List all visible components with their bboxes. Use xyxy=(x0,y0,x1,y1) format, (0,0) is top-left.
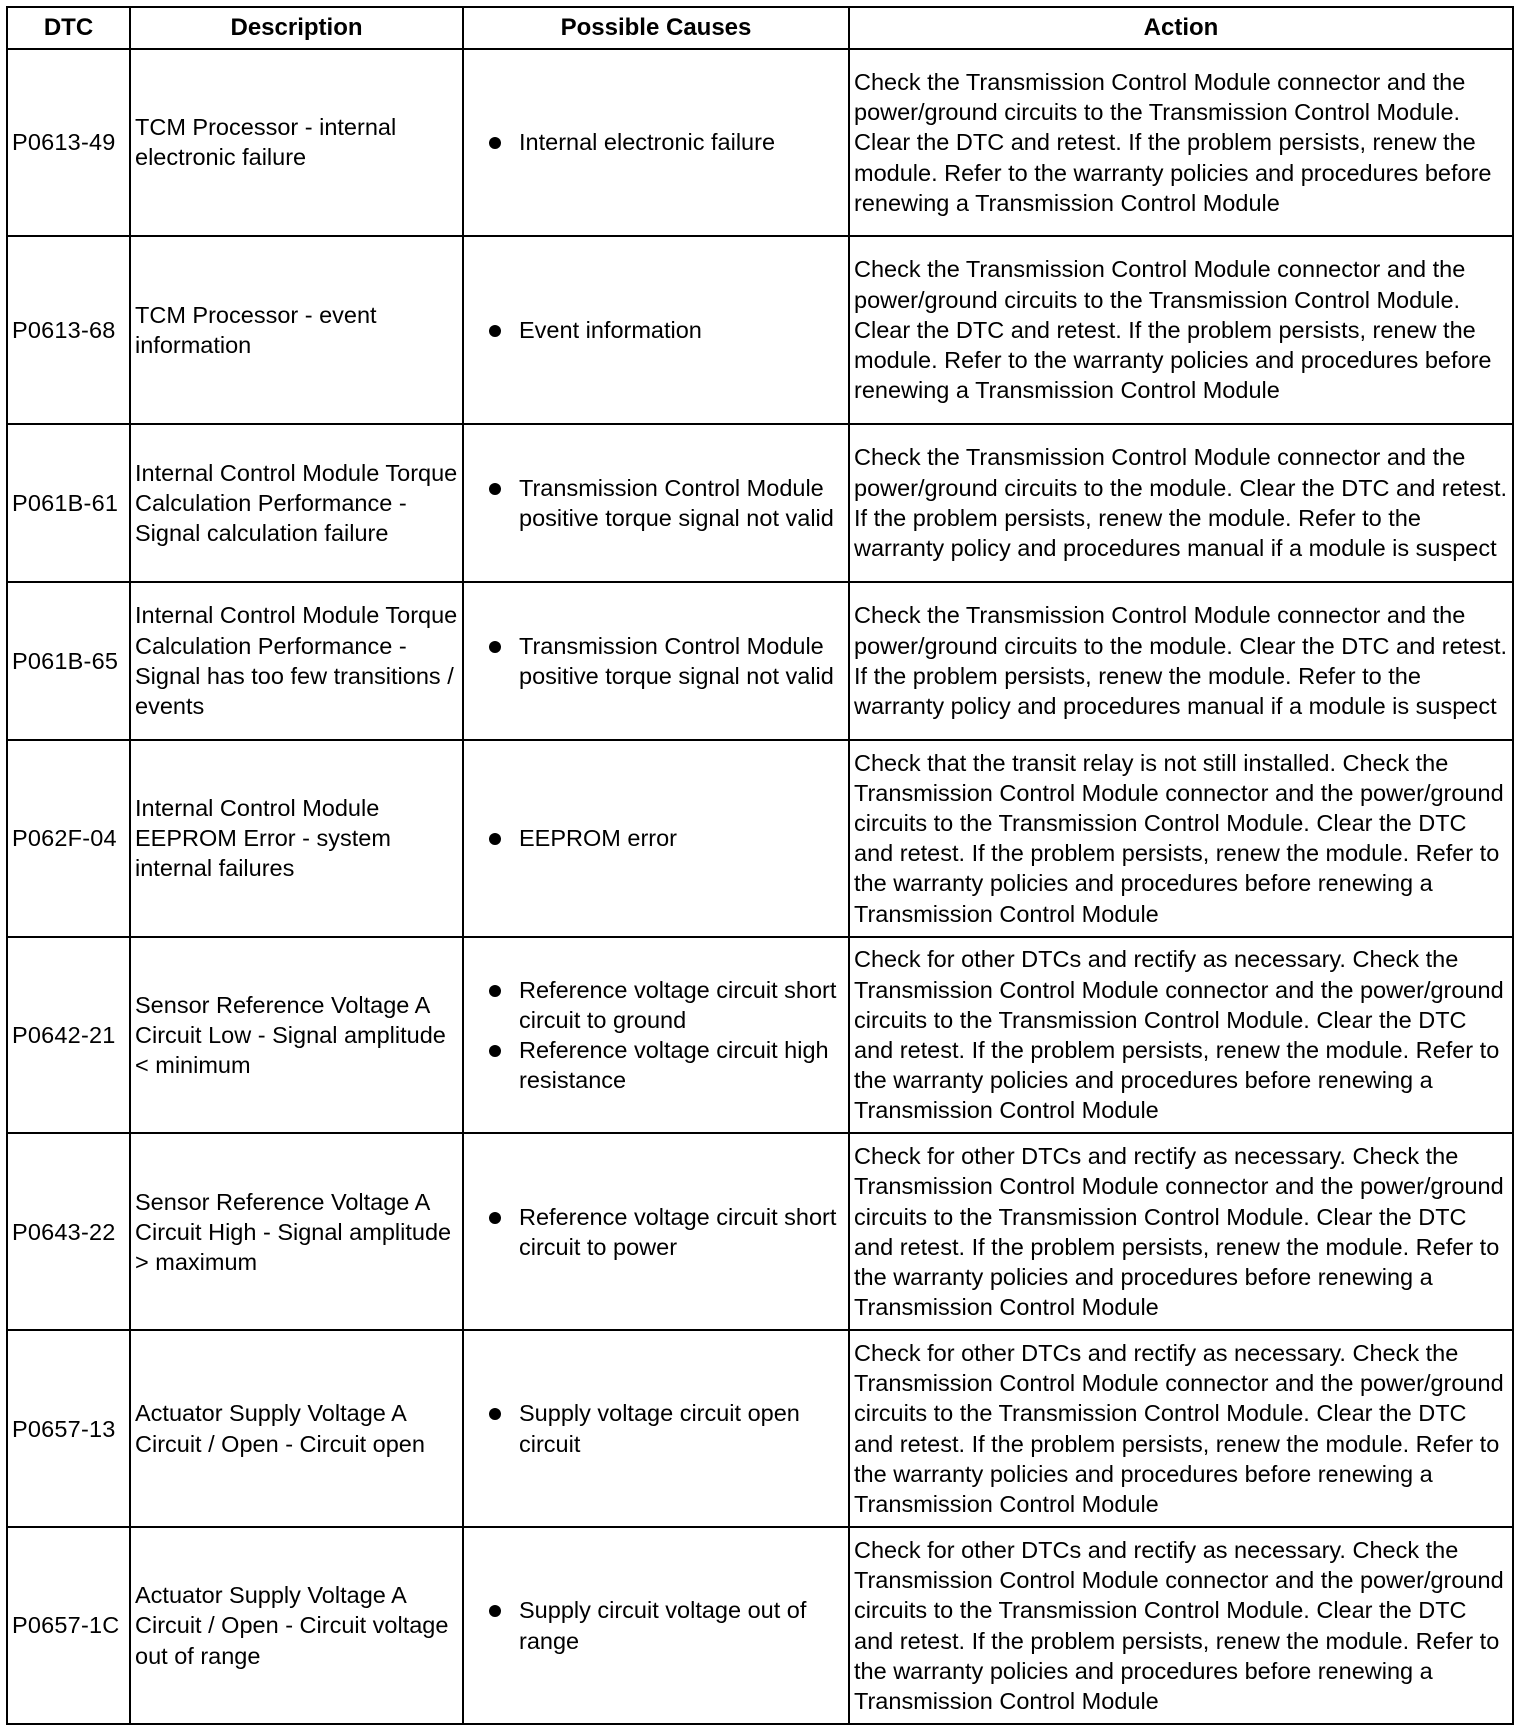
dtc-action: Check for other DTCs and rectify as necessary. Check the Transmission Control Module connector and the power/ground circuits to the Transmission Control Module. Clear the DTC and retest. If the problem persists, renew the module. Refer to the warranty policies and procedures before renewing a Transmission Control Module xyxy=(849,1330,1513,1527)
possible-causes-list xyxy=(468,315,844,345)
possible-causes-cell xyxy=(463,937,849,1134)
header-dtc: DTC xyxy=(7,7,130,49)
table-row xyxy=(7,1527,1513,1724)
table-row xyxy=(7,424,1513,582)
possible-causes-cell xyxy=(463,49,849,236)
dtc-action: Check for other DTCs and rectify as necessary. Check the Transmission Control Module connector and the power/ground circuits to the Transmission Control Module. Clear the DTC and retest. If the problem persists, renew the module. Refer to the warranty policies and procedures before renewing a Transmission Control Module xyxy=(849,937,1513,1134)
table-header-row xyxy=(7,7,1513,49)
possible-cause-item: Transmission Control Module positive torque signal not valid xyxy=(519,631,844,691)
table-row xyxy=(7,582,1513,740)
dtc-description: TCM Processor - event information xyxy=(130,236,463,424)
possible-causes-list xyxy=(468,631,844,691)
table-row xyxy=(7,236,1513,424)
possible-cause-item: Internal electronic failure xyxy=(519,127,844,157)
dtc-description: Actuator Supply Voltage A Circuit / Open - Circuit open xyxy=(130,1330,463,1527)
possible-cause-item: Reference voltage circuit short circuit to power xyxy=(519,1202,844,1262)
dtc-action: Check for other DTCs and rectify as necessary. Check the Transmission Control Module connector and the power/ground circuits to the Transmission Control Module. Clear the DTC and retest. If the problem persists, renew the module. Refer to the warranty policies and procedures before renewing a Transmission Control Module xyxy=(849,1527,1513,1724)
possible-causes-list xyxy=(468,127,844,157)
dtc-description: TCM Processor - internal electronic failure xyxy=(130,49,463,236)
possible-causes-list xyxy=(468,473,844,533)
possible-cause-item: EEPROM error xyxy=(519,823,844,853)
dtc-code: P062F-04 xyxy=(7,740,130,937)
possible-causes-cell xyxy=(463,1330,849,1527)
dtc-code: P0613-68 xyxy=(7,236,130,424)
possible-causes-list xyxy=(468,1595,844,1655)
dtc-action: Check the Transmission Control Module connector and the power/ground circuits to the Transmission Control Module. Clear the DTC and retest. If the problem persists, renew the module. Refer to the warranty policies and procedures before renewing a Transmission Control Module xyxy=(849,236,1513,424)
possible-causes-cell xyxy=(463,424,849,582)
dtc-action: Check the Transmission Control Module connector and the power/ground circuits to the module. Clear the DTC and retest. If the problem persists, renew the module. Refer to the warranty policy and procedures manual if a module is suspect xyxy=(849,582,1513,740)
table-row xyxy=(7,937,1513,1134)
table-row xyxy=(7,49,1513,236)
dtc-description: Internal Control Module Torque Calculation Performance - Signal has too few transitions / events xyxy=(130,582,463,740)
possible-cause-item: Supply voltage circuit open circuit xyxy=(519,1398,844,1458)
possible-causes-cell xyxy=(463,582,849,740)
dtc-action: Check that the transit relay is not still installed. Check the Transmission Control Module connector and the power/ground circuits to the Transmission Control Module. Clear the DTC and retest. If the problem persists, renew the module. Refer to the warranty policies and procedures before renewing a Transmission Control Module xyxy=(849,740,1513,937)
dtc-action: Check the Transmission Control Module connector and the power/ground circuits to the Transmission Control Module. Clear the DTC and retest. If the problem persists, renew the module. Refer to the warranty policies and procedures before renewing a Transmission Control Module xyxy=(849,49,1513,236)
possible-causes-list xyxy=(468,823,844,853)
dtc-code: P061B-65 xyxy=(7,582,130,740)
possible-cause-item: Event information xyxy=(519,315,844,345)
header-action: Action xyxy=(849,7,1513,49)
possible-causes-list xyxy=(468,1202,844,1262)
dtc-code: P0643-22 xyxy=(7,1133,130,1330)
possible-cause-item: Supply circuit voltage out of range xyxy=(519,1595,844,1655)
dtc-action: Check for other DTCs and rectify as necessary. Check the Transmission Control Module connector and the power/ground circuits to the Transmission Control Module. Clear the DTC and retest. If the problem persists, renew the module. Refer to the warranty policies and procedures before renewing a Transmission Control Module xyxy=(849,1133,1513,1330)
possible-cause-item: Transmission Control Module positive torque signal not valid xyxy=(519,473,844,533)
possible-cause-item: Reference voltage circuit short circuit to ground xyxy=(519,975,844,1035)
possible-causes-cell xyxy=(463,1527,849,1724)
table-row xyxy=(7,740,1513,937)
table-body xyxy=(7,49,1513,1724)
dtc-code: P0657-13 xyxy=(7,1330,130,1527)
dtc-code: P061B-61 xyxy=(7,424,130,582)
possible-causes-list xyxy=(468,975,844,1096)
dtc-description: Actuator Supply Voltage A Circuit / Open - Circuit voltage out of range xyxy=(130,1527,463,1724)
possible-causes-cell xyxy=(463,1133,849,1330)
dtc-action: Check the Transmission Control Module connector and the power/ground circuits to the module. Clear the DTC and retest. If the problem persists, renew the module. Refer to the warranty policy and procedures manual if a module is suspect xyxy=(849,424,1513,582)
possible-causes-cell xyxy=(463,236,849,424)
dtc-description: Sensor Reference Voltage A Circuit High - Signal amplitude > maximum xyxy=(130,1133,463,1330)
dtc-code: P0642-21 xyxy=(7,937,130,1134)
dtc-code: P0657-1C xyxy=(7,1527,130,1724)
possible-causes-cell xyxy=(463,740,849,937)
dtc-description: Sensor Reference Voltage A Circuit Low - Signal amplitude < minimum xyxy=(130,937,463,1134)
header-possible-causes: Possible Causes xyxy=(463,7,849,49)
table-row xyxy=(7,1133,1513,1330)
dtc-code: P0613-49 xyxy=(7,49,130,236)
dtc-description: Internal Control Module EEPROM Error - system internal failures xyxy=(130,740,463,937)
possible-causes-list xyxy=(468,1398,844,1458)
table-row xyxy=(7,1330,1513,1527)
possible-cause-item: Reference voltage circuit high resistance xyxy=(519,1035,844,1095)
dtc-description: Internal Control Module Torque Calculation Performance - Signal calculation failure xyxy=(130,424,463,582)
dtc-table xyxy=(6,6,1514,1725)
header-description: Description xyxy=(130,7,463,49)
